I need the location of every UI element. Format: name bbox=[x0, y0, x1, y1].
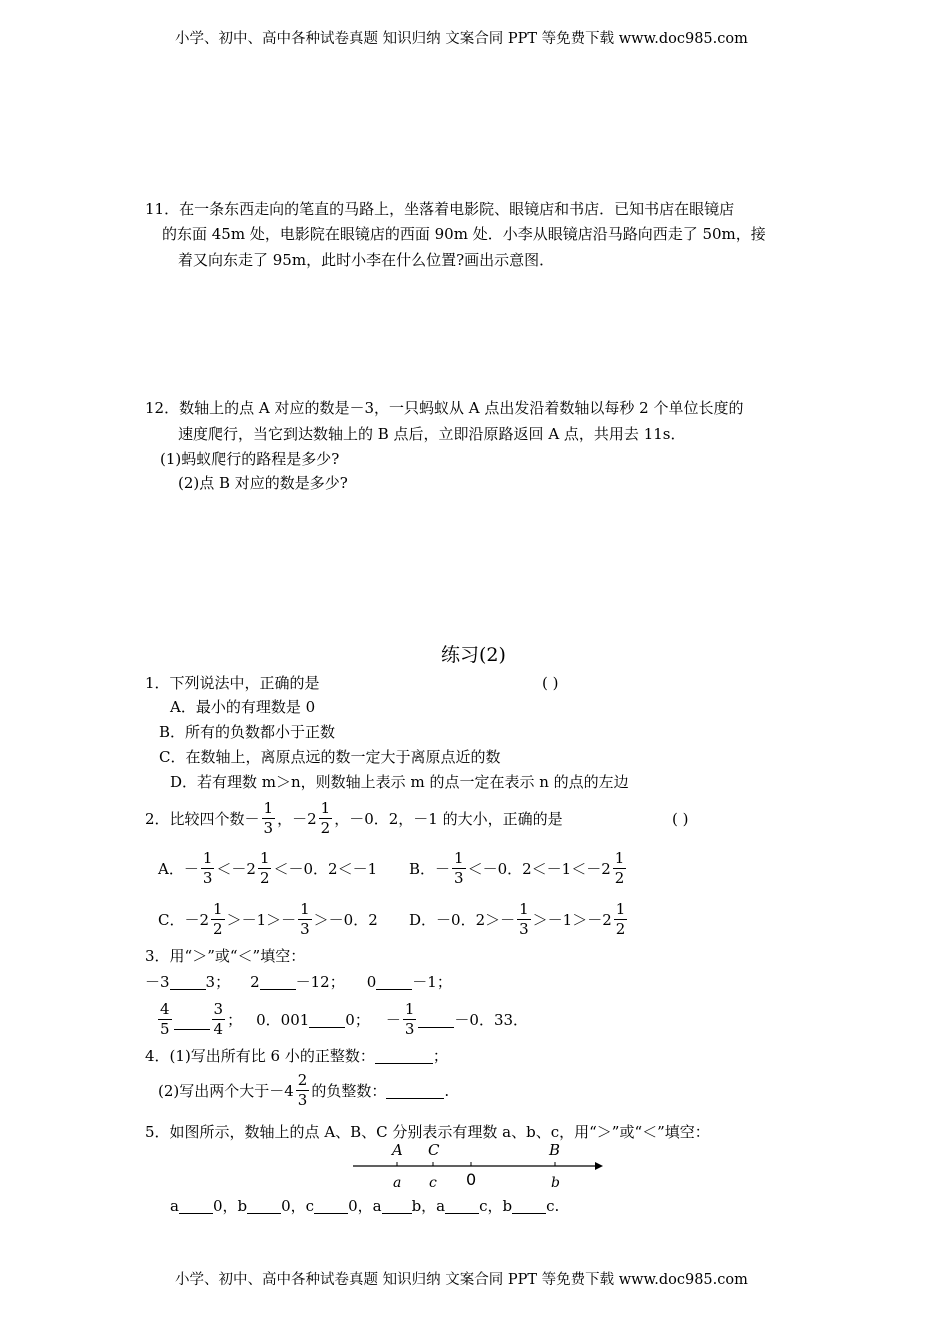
answer-blank[interactable] bbox=[314, 1198, 348, 1214]
fraction: $\frac{1}{3}$ bbox=[300, 900, 310, 938]
p1-answer-paren: ( ) bbox=[542, 674, 559, 692]
label-B: B bbox=[549, 1141, 561, 1159]
fraction: $\frac{1}{3}$ bbox=[202, 849, 213, 887]
p2-stem: 2．比较四个数－ $\frac{1}{3}$ ，－2 $\frac{1}{2}$ ，－0．2，－1 的大小，正确的是 bbox=[145, 799, 563, 837]
p2-option-a: A．－ $\frac{1}{3}$ ＜－2 $\frac{1}{2}$ ＜－0．2＜－1 bbox=[158, 849, 378, 887]
answer-blank[interactable] bbox=[445, 1198, 479, 1214]
label-a: a bbox=[393, 1175, 402, 1190]
p1-option-b: B．所有的负数都小于正数 bbox=[159, 723, 336, 741]
p2-option-b: B．－ $\frac{1}{3}$ ＜－0．2＜－1＜－2 $\frac{1}{2}$ bbox=[409, 849, 625, 887]
q12-sub1: (1)蚂蚁爬行的路程是多少? bbox=[160, 450, 340, 468]
number-line-figure bbox=[345, 1138, 605, 1190]
answer-blank[interactable] bbox=[179, 1198, 213, 1214]
answer-blank[interactable] bbox=[247, 1198, 281, 1214]
fraction: $\frac{4}{5}$ bbox=[160, 1000, 170, 1038]
answer-blank[interactable] bbox=[382, 1198, 412, 1214]
label-c: c bbox=[429, 1175, 437, 1190]
q11-line3: 着又向东走了 95m，此时小李在什么位置?画出示意图． bbox=[178, 251, 555, 269]
q12-line1: 12．数轴上的点 A 对应的数是－3，一只蚂蚁从 A 点出发沿着数轴以每秒 2 个单位长度的 bbox=[145, 399, 744, 417]
page-footer: 小学、初中、高中各种试卷真题 知识归纳 文案合同 PPT 等免费下载 www.doc985.com bbox=[175, 1272, 748, 1288]
answer-blank[interactable] bbox=[386, 1083, 444, 1099]
q12-sub2: (2)点 B 对应的数是多少? bbox=[178, 474, 348, 492]
fraction: $\frac{1}{3}$ bbox=[263, 799, 274, 837]
fraction: $\frac{1}{3}$ bbox=[404, 1000, 415, 1038]
p4-line1: 4．(1)写出所有比 6 小的正整数： ； bbox=[145, 1047, 448, 1065]
answer-blank[interactable] bbox=[260, 974, 296, 990]
label-b: b bbox=[551, 1175, 560, 1190]
q11-line2: 的东面 45m 处，电影院在眼镜店的西面 90m 处．小李从眼镜店沿马路向西走了 50m，接 bbox=[162, 225, 766, 243]
p2-answer-paren: ( ) bbox=[672, 810, 689, 828]
p2-option-c: C．－2 $\frac{1}{2}$ ＞－1＞－ $\frac{1}{3}$ ＞－0．2 bbox=[158, 900, 378, 938]
answer-blank[interactable] bbox=[174, 1009, 210, 1030]
answer-blank[interactable] bbox=[375, 1048, 433, 1064]
section-title: 练习(2) bbox=[441, 644, 506, 666]
fraction: $\frac{1}{2}$ bbox=[259, 849, 270, 887]
fraction: $\frac{1}{2}$ bbox=[213, 900, 223, 938]
fraction: $\frac{3}{4}$ bbox=[213, 1000, 224, 1038]
p3-stem: 3．用“＞”或“＜”填空： bbox=[145, 947, 306, 965]
fraction: $\frac{2}{3}$ bbox=[297, 1071, 308, 1109]
answer-blank[interactable] bbox=[418, 1012, 454, 1028]
answer-blank[interactable] bbox=[376, 974, 412, 990]
p1-stem: 1．下列说法中，正确的是 bbox=[145, 674, 320, 692]
fraction: $\frac{1}{3}$ bbox=[454, 849, 464, 887]
fraction: $\frac{1}{2}$ bbox=[615, 900, 626, 938]
label-zero: 0 bbox=[466, 1170, 477, 1189]
label-A: A bbox=[392, 1141, 403, 1159]
answer-blank[interactable] bbox=[170, 974, 206, 990]
answer-blank[interactable] bbox=[512, 1198, 546, 1214]
p1-option-d: D．若有理数 m＞n，则数轴上表示 m 的点一定在表示 n 的点的左边 bbox=[170, 773, 629, 791]
q12-line2: 速度爬行，当它到达数轴上的 B 点后，立即沿原路返回 A 点，共用去 11s． bbox=[178, 425, 686, 443]
p2-option-d: D．－0．2＞－ $\frac{1}{3}$ ＞－1＞－2 $\frac{1}{2}$ bbox=[409, 900, 626, 938]
p1-option-a: A．最小的有理数是 0 bbox=[170, 698, 316, 716]
answer-blank[interactable] bbox=[309, 1012, 345, 1028]
fraction: $\frac{1}{2}$ bbox=[320, 799, 331, 837]
page-header: 小学、初中、高中各种试卷真题 知识归纳 文案合同 PPT 等免费下载 www.doc985.com bbox=[175, 31, 748, 47]
p5-answers: a 0，b 0，c 0，a b，a c，b c. bbox=[170, 1197, 560, 1215]
q11-line1: 11．在一条东西走向的笔直的马路上，坐落着电影院、眼镜店和书店．已知书店在眼镜店 bbox=[145, 200, 735, 218]
p5-stem: 5．如图所示，数轴上的点 A、B、C 分别表示有理数 a、b、c，用“＞”或“＜”填空： bbox=[145, 1123, 710, 1141]
p1-option-c: C．在数轴上，离原点远的数一定大于离原点近的数 bbox=[159, 748, 501, 766]
p3-row1: －3 3； 2 －12； 0 －1； bbox=[145, 973, 452, 991]
p4-line2: (2)写出两个大于－4 $\frac{2}{3}$ 的负整数： . bbox=[158, 1071, 450, 1109]
p3-row2: $\frac{4}{5}$ $\frac{3}{4}$ ； 0．001 0； － $\frac{1}{3}$ －0．33． bbox=[160, 1000, 529, 1038]
fraction: $\frac{1}{3}$ bbox=[519, 900, 529, 938]
label-C: C bbox=[428, 1141, 440, 1159]
axis-arrow bbox=[595, 1162, 603, 1170]
fraction: $\frac{1}{2}$ bbox=[614, 849, 625, 887]
